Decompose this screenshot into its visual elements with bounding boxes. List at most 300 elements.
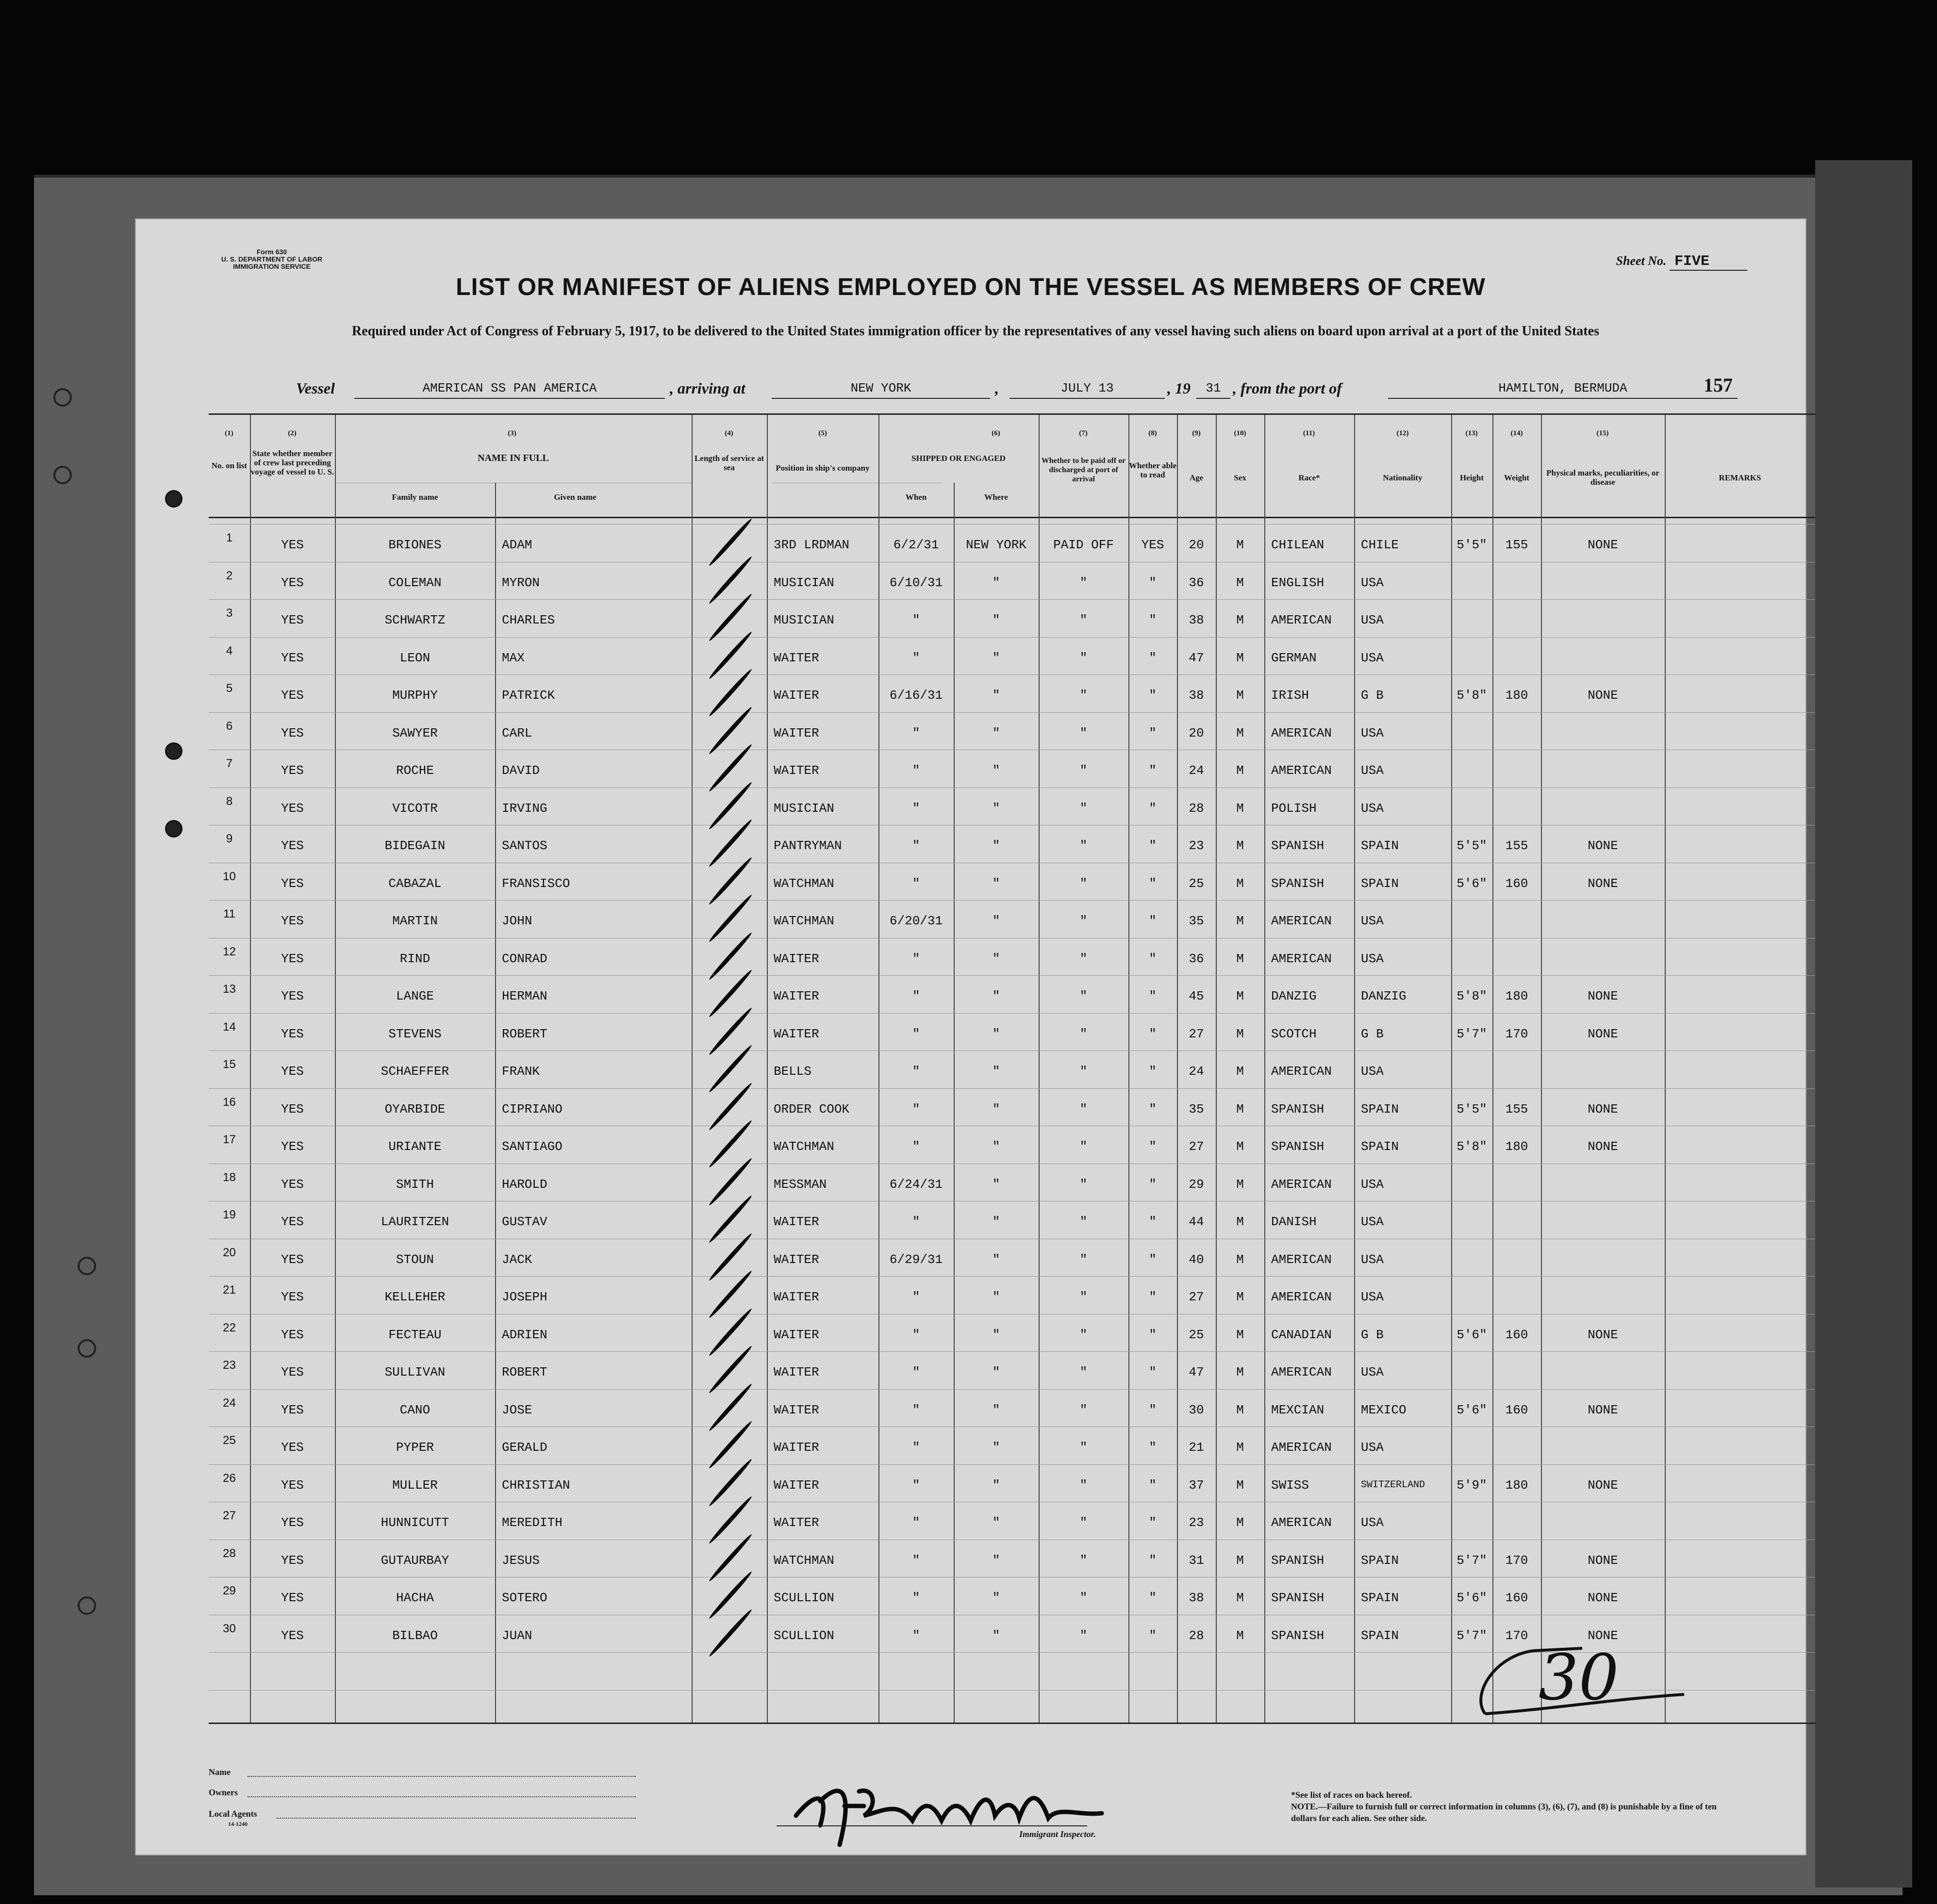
cell-previous-voyage: YES [281,1365,304,1379]
cell-able-to-read: " [1149,1102,1157,1116]
manifest-sheet [135,218,1806,1855]
cell-position: BELLS [774,1064,812,1079]
cell-able-to-read: YES [1141,538,1164,552]
cell-race: SWISS [1271,1478,1309,1493]
column-number: (8) [1148,429,1157,437]
cell-shipped-where: " [992,952,1000,966]
column-divider [1264,415,1265,1723]
cell-family-name: STOUN [396,1252,434,1267]
cell-shipped-when: " [912,1102,920,1116]
cell-given-name: MEREDITH [502,1515,563,1530]
cell-paid-off: " [1079,1328,1088,1342]
cell-paid-off: " [1079,1252,1088,1267]
cell-age: 30 [1189,1403,1204,1417]
cell-height: 5'6" [1457,1403,1487,1417]
header-paid-off: Whether to be paid off or discharged at port of arrival [1041,457,1126,483]
cell-paid-off: " [1079,838,1088,853]
cell-previous-voyage: YES [281,914,304,928]
cell-race: SPANISH [1271,1553,1324,1568]
row-rule [209,1464,1815,1465]
cell-nationality: USA [1361,575,1384,590]
column-divider [1354,415,1355,1723]
cell-race: CHILEAN [1271,538,1324,552]
cell-family-name: PYPER [396,1440,434,1455]
form-reference: 14-1240 [228,1821,248,1827]
department: U. S. DEPARTMENT OF LABOR [221,255,323,263]
cell-position: MUSICIAN [774,575,834,590]
cell-given-name: FRANSISCO [502,876,570,891]
cell-position: WAITER [774,1328,819,1342]
cell-height: 5'7" [1457,1027,1487,1041]
header-given-name: Given name [554,492,596,502]
cell-age: 20 [1189,726,1204,740]
column-number: (10) [1234,429,1246,437]
cell-shipped-when: " [912,1215,920,1229]
cell-position: WAITER [774,1515,819,1530]
cell-race: AMERICAN [1271,613,1332,627]
cell-previous-voyage: YES [281,1102,304,1116]
header-height: Height [1459,473,1484,482]
cell-position: SCULLION [774,1591,834,1605]
cell-paid-off: " [1079,1628,1088,1643]
cell-nationality: USA [1361,1515,1384,1530]
cell-race: IRISH [1271,688,1309,703]
cell-height: 5'5" [1457,838,1487,853]
cell-weight: 180 [1505,989,1528,1003]
cell-position: WATCHMAN [774,914,834,928]
cell-paid-off: " [1079,876,1088,891]
header-shipped-or-engaged: SHIPPED OR ENGAGED [911,454,1006,463]
cell-shipped-where: " [992,1177,1000,1192]
cell-row-number: 2 [226,569,233,582]
cell-physical-marks: NONE [1588,989,1618,1003]
inspector-signature [786,1772,1116,1855]
backing-board-edge [1815,160,1912,1888]
cell-row-number: 10 [223,870,236,883]
cell-row-number: 22 [223,1321,236,1334]
cell-previous-voyage: YES [281,989,304,1003]
column-number: (9) [1192,429,1201,437]
cell-race: GERMAN [1271,651,1317,665]
cell-shipped-where: " [992,876,1000,891]
cell-given-name: IRVING [502,801,547,816]
cell-nationality: USA [1361,726,1384,740]
cell-previous-voyage: YES [281,726,304,740]
cell-able-to-read: " [1149,1478,1157,1493]
cell-shipped-where: " [992,1064,1000,1079]
cell-able-to-read: " [1149,1591,1157,1605]
cell-family-name: COLEMAN [388,575,442,590]
cell-previous-voyage: YES [281,801,304,816]
cell-race: CANADIAN [1271,1328,1332,1342]
cell-height: 5'6" [1457,1328,1487,1342]
cell-family-name: MULLER [392,1478,438,1493]
cell-given-name: ROBERT [502,1365,547,1379]
cell-family-name: LAURITZEN [381,1215,449,1229]
row-rule [209,637,1815,638]
header-when: When [905,492,927,502]
cell-position: WAITER [774,688,819,703]
cell-able-to-read: " [1149,763,1157,778]
cell-shipped-when: " [912,1403,920,1417]
cell-race: SPANISH [1271,1139,1324,1154]
cell-row-number: 21 [223,1283,236,1297]
cell-given-name: FRANK [502,1064,540,1079]
cell-shipped-when: " [912,1515,920,1530]
cell-row-number: 7 [226,757,233,770]
column-number: (12) [1396,429,1409,437]
cell-shipped-where: " [992,575,1000,590]
cell-sex: M [1236,726,1244,740]
cell-shipped-where: " [992,989,1000,1003]
cell-physical-marks: NONE [1588,838,1618,853]
cell-sex: M [1236,876,1244,891]
cell-sex: M [1236,1252,1244,1267]
cell-able-to-read: " [1149,952,1157,966]
cell-age: 47 [1189,1365,1204,1379]
cell-race: AMERICAN [1271,1515,1332,1530]
cell-able-to-read: " [1149,1365,1157,1379]
cell-nationality: SPAIN [1361,1591,1399,1605]
cell-given-name: CHRISTIAN [502,1478,570,1493]
binder-hole [78,1257,96,1275]
cell-nationality: USA [1361,1290,1384,1304]
cell-height: 5'7" [1457,1553,1487,1568]
cell-age: 27 [1189,1139,1204,1154]
footer-notes [1291,1789,1728,1824]
row-rule [209,674,1815,675]
cell-row-number: 3 [226,607,233,620]
header-rule [209,517,1815,518]
cell-family-name: CANO [399,1403,430,1417]
cell-given-name: ROBERT [502,1027,547,1041]
column-number: (6) [992,429,1000,437]
cell-shipped-when: " [912,1591,920,1605]
header-family-name: Family name [392,492,438,502]
cell-able-to-read: " [1149,1515,1157,1530]
cell-sex: M [1236,1515,1244,1530]
cell-shipped-where: " [992,1365,1000,1379]
cell-previous-voyage: YES [281,1478,304,1493]
cell-age: 45 [1189,989,1204,1003]
cell-given-name: CONRAD [502,952,547,966]
owners-label: Owners [209,1788,238,1797]
from-label: , from the port of [1233,379,1342,397]
cell-family-name: CABAZAL [388,876,442,891]
page-title: LIST OR MANIFEST OF ALIENS EMPLOYED ON THE VESSEL AS MEMBERS OF CREW [456,273,1486,300]
arrival-year: 31 [1196,379,1230,399]
row-rule [209,1013,1815,1014]
cell-physical-marks: NONE [1588,1027,1618,1041]
cell-nationality: SPAIN [1361,876,1399,891]
header-position: Position in ship's company [776,463,870,473]
cell-position: WAITER [774,763,819,778]
cell-sex: M [1236,838,1244,853]
cell-shipped-where: " [992,1139,1000,1154]
fine-note: NOTE.—Failure to furnish full or correct information in columns (3), (6), (7), and (8) is punishable by a fine of ten dollars for each alien. See other side. [1291,1802,1717,1823]
cell-height: 5'8" [1457,989,1487,1003]
cell-shipped-where: " [992,1515,1000,1530]
cell-weight: 180 [1505,1139,1528,1154]
cell-age: 23 [1189,1515,1204,1530]
cell-previous-voyage: YES [281,1440,304,1455]
cell-sex: M [1236,1365,1244,1379]
cell-paid-off: " [1079,801,1088,816]
row-rule [209,900,1815,901]
header-sex: Sex [1234,473,1246,482]
cell-physical-marks: NONE [1588,538,1618,552]
cell-height: 5'6" [1457,876,1487,891]
form-identifier [209,248,335,270]
cell-paid-off: " [1079,989,1088,1003]
cell-able-to-read: " [1149,1403,1157,1417]
cell-shipped-when: " [912,1553,920,1568]
cell-family-name: GUTAURBAY [381,1553,449,1568]
cell-paid-off: " [1079,763,1088,778]
cell-previous-voyage: YES [281,688,304,703]
cell-position: WAITER [774,1440,819,1455]
cell-able-to-read: " [1149,1215,1157,1229]
name-line [248,1776,636,1777]
cell-able-to-read: " [1149,1177,1157,1192]
cell-paid-off: " [1079,952,1088,966]
name-label: Name [209,1767,231,1777]
cell-given-name: HAROLD [502,1177,547,1192]
header-state-whether: State whether member of crew last preceding voyage of vessel to U. S. [250,449,334,476]
vessel-label: Vessel [296,379,335,397]
cell-row-number: 24 [223,1396,236,1410]
cell-sex: M [1236,1027,1244,1041]
cell-paid-off: " [1079,1177,1088,1192]
cell-shipped-where: " [992,1440,1000,1455]
column-number: (1) [225,429,233,437]
cell-previous-voyage: YES [281,1403,304,1417]
sheet-number [1616,253,1748,271]
cell-physical-marks: NONE [1588,1328,1618,1342]
cell-row-number: 26 [223,1472,236,1485]
cell-race: DANISH [1271,1215,1317,1229]
cell-previous-voyage: YES [281,763,304,778]
cell-given-name: DAVID [502,763,540,778]
cell-shipped-when: " [912,876,920,891]
cell-race: SCOTCH [1271,1027,1317,1041]
cell-age: 27 [1189,1027,1204,1041]
cell-physical-marks: NONE [1588,1102,1618,1116]
cell-position: PANTRYMAN [774,838,842,853]
cell-given-name: ADAM [502,538,532,552]
cell-able-to-read: " [1149,1027,1157,1041]
cell-row-number: 15 [223,1058,236,1071]
cell-physical-marks: NONE [1588,876,1618,891]
cell-nationality: MEXICO [1361,1403,1407,1417]
cell-previous-voyage: YES [281,1064,304,1079]
cell-row-number: 29 [223,1584,236,1597]
cell-able-to-read: " [1149,1290,1157,1304]
cell-nationality: DANZIG [1361,989,1407,1003]
cell-sex: M [1236,989,1244,1003]
binder-hole [53,388,72,407]
cell-position: WAITER [774,1290,819,1304]
cell-sex: M [1236,952,1244,966]
cell-weight: 160 [1505,1403,1528,1417]
cell-given-name: GUSTAV [502,1215,547,1229]
cell-given-name: SOTERO [502,1591,547,1605]
cell-position: MESSMAN [774,1177,827,1192]
service: IMMIGRATION SERVICE [233,263,311,270]
cell-able-to-read: " [1149,1628,1157,1643]
cell-nationality: G B [1361,1328,1384,1342]
cell-family-name: HACHA [396,1591,434,1605]
cell-able-to-read: " [1149,1064,1157,1079]
cell-given-name: JOHN [502,914,532,928]
row-rule [209,1050,1815,1051]
header-able-to-read: Whether able to read [1128,461,1177,479]
cell-row-number: 23 [223,1359,236,1372]
cell-row-number: 9 [226,832,233,845]
cell-race: DANZIG [1271,989,1317,1003]
cell-race: SPANISH [1271,1591,1324,1605]
cell-sex: M [1236,914,1244,928]
cell-position: SCULLION [774,1628,834,1643]
cell-given-name: MAX [502,651,525,665]
cell-sex: M [1236,1440,1244,1455]
cell-shipped-where: NEW YORK [966,538,1026,552]
cell-shipped-where: " [992,1553,1000,1568]
cell-position: WATCHMAN [774,1553,834,1568]
cell-paid-off: " [1079,613,1088,627]
cell-row-number: 1 [226,531,233,544]
cell-row-number: 28 [223,1547,236,1560]
total-count-annotation [1466,1641,1689,1723]
cell-family-name: MURPHY [392,688,438,703]
cell-sex: M [1236,801,1244,816]
cell-age: 40 [1189,1252,1204,1267]
cell-age: 28 [1189,1628,1204,1643]
cell-shipped-when: " [912,651,920,665]
cell-height: 5'6" [1457,1591,1487,1605]
cell-weight: 180 [1505,1478,1528,1493]
cell-shipped-where: " [992,1591,1000,1605]
cell-age: 21 [1189,1440,1204,1455]
cell-sex: M [1236,1628,1244,1643]
cell-shipped-where: " [992,688,1000,703]
cell-family-name: SCHAEFFER [381,1064,449,1079]
cell-row-number: 13 [223,983,236,996]
column-divider [1665,415,1666,1723]
cell-paid-off: " [1079,1515,1088,1530]
cell-family-name: STEVENS [388,1027,442,1041]
header-race: Race* [1298,473,1320,482]
cell-position: WAITER [774,1252,819,1267]
cell-able-to-read: " [1149,613,1157,627]
cell-weight: 170 [1505,1553,1528,1568]
sheet-number-value: FIVE [1670,253,1747,271]
cell-paid-off: " [1079,1102,1088,1116]
cell-position: WAITER [774,1365,819,1379]
cell-sex: M [1236,763,1244,778]
cell-age: 25 [1189,876,1204,891]
binder-hole [53,466,72,484]
cell-sex: M [1236,1328,1244,1342]
cell-row-number: 17 [223,1133,236,1146]
cell-position: WAITER [774,989,819,1003]
cell-nationality: USA [1361,952,1384,966]
cell-row-number: 25 [223,1434,236,1447]
column-divider [1541,415,1542,1723]
cell-shipped-when: 6/16/31 [889,688,943,703]
cell-sex: M [1236,613,1244,627]
cell-given-name: ADRIEN [502,1328,547,1342]
cell-age: 47 [1189,651,1204,665]
cell-race: ENGLISH [1271,575,1324,590]
cell-previous-voyage: YES [281,613,304,627]
inspector-line [777,1825,1087,1826]
cell-nationality: USA [1361,1215,1384,1229]
row-rule [209,524,1815,525]
header-nationality: Nationality [1383,473,1423,482]
cell-shipped-when: 6/2/31 [893,538,939,552]
cell-row-number: 5 [226,682,233,695]
cell-height: 5'5" [1457,1102,1487,1116]
page-number: 157 [1704,374,1733,396]
cell-paid-off: " [1079,1553,1088,1568]
cell-previous-voyage: YES [281,952,304,966]
cell-row-number: 27 [223,1509,236,1522]
cell-sex: M [1236,1102,1244,1116]
cell-able-to-read: " [1149,1252,1157,1267]
cell-position: WAITER [774,651,819,665]
cell-family-name: KELLEHER [384,1290,446,1304]
cell-shipped-where: " [992,1252,1000,1267]
header-remarks: REMARKS [1719,473,1761,482]
column-divider [1492,415,1493,1723]
cell-nationality: USA [1361,914,1384,928]
cell-previous-voyage: YES [281,1628,304,1643]
cell-row-number: 16 [223,1096,236,1109]
form-number: Form 630 [256,248,287,256]
cell-sex: M [1236,1403,1244,1417]
cell-shipped-where: " [992,613,1000,627]
cell-position: 3RD LRDMAN [774,538,850,552]
cell-row-number: 8 [226,795,233,808]
races-note: *See list of races on back hereof. [1291,1790,1412,1800]
sheet-number-label: Sheet No. [1616,254,1667,268]
cell-shipped-when: " [912,763,920,778]
inspector-label: Immigrant Inspector. [1019,1829,1096,1839]
cell-weight: 170 [1505,1628,1528,1643]
year-prefix: , 19 [1167,379,1191,397]
cell-weight: 160 [1505,1591,1528,1605]
cell-shipped-when: " [912,1365,920,1379]
cell-nationality: USA [1361,801,1384,816]
cell-race: MEXCIAN [1271,1403,1324,1417]
cell-race: AMERICAN [1271,726,1332,740]
row-rule [209,1088,1815,1089]
cell-nationality: CHILE [1361,538,1399,552]
header-where: Where [984,492,1008,502]
binder-hole [165,742,182,760]
cell-race: AMERICAN [1271,1064,1332,1079]
cell-shipped-where: " [992,1403,1000,1417]
cell-nationality: USA [1361,763,1384,778]
cell-physical-marks: NONE [1588,1553,1618,1568]
cell-position: MUSICIAN [774,801,834,816]
cell-age: 24 [1189,1064,1204,1079]
cell-age: 28 [1189,801,1204,816]
cell-able-to-read: " [1149,726,1157,740]
cell-shipped-when: 6/10/31 [889,575,943,590]
cell-sex: M [1236,1478,1244,1493]
